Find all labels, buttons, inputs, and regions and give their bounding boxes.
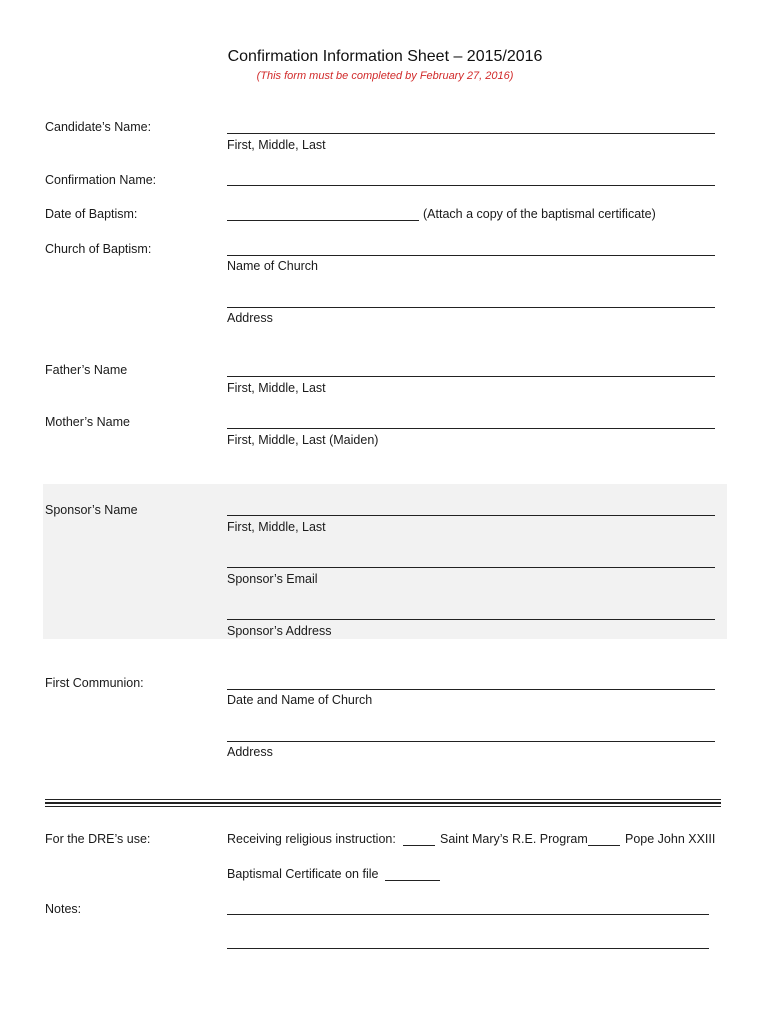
notes-line[interactable] [227, 914, 709, 915]
sponsor-name-caption: First, Middle, Last [227, 520, 326, 534]
father-name-caption: First, Middle, Last [227, 381, 326, 395]
baptism-certificate-note: (Attach a copy of the baptismal certificate) [423, 207, 656, 221]
baptism-date-label: Date of Baptism: [45, 207, 138, 221]
pope-john-checkline[interactable] [588, 845, 620, 846]
baptism-date-field[interactable] [227, 220, 419, 221]
saint-marys-option: Saint Mary’s R.E. Program [440, 832, 588, 846]
father-name-field[interactable] [227, 376, 715, 377]
section-divider [45, 802, 721, 804]
first-communion-address-caption: Address [227, 745, 273, 759]
sponsor-address-caption: Sponsor’s Address [227, 624, 332, 638]
page-title: Confirmation Information Sheet – 2015/2016 [227, 48, 543, 65]
pope-john-option: Pope John XXIII [625, 832, 716, 846]
first-communion-address-field[interactable] [227, 741, 715, 742]
baptism-church-label: Church of Baptism: [45, 242, 152, 256]
sponsor-name-field[interactable] [227, 515, 715, 516]
mother-name-field[interactable] [227, 428, 715, 429]
section-divider [45, 799, 721, 800]
section-divider [45, 806, 721, 807]
baptism-church-caption: Name of Church [227, 259, 319, 273]
candidate-name-caption: First, Middle, Last [227, 138, 326, 152]
sponsor-name-label: Sponsor’s Name [45, 503, 138, 517]
baptismal-certificate-label: Baptismal Certificate on file [227, 867, 379, 881]
mother-name-label: Mother’s Name [45, 415, 130, 429]
baptism-church-address-caption: Address [227, 311, 273, 325]
confirmation-name-field[interactable] [227, 185, 715, 186]
notes-label: Notes: [45, 902, 82, 916]
sponsor-email-field[interactable] [227, 567, 715, 568]
baptism-church-field[interactable] [227, 255, 715, 256]
sponsor-address-field[interactable] [227, 619, 715, 620]
sponsor-section [43, 484, 727, 639]
deadline-note: (This form must be completed by February 27, 2016) [256, 70, 514, 82]
candidate-name-field[interactable] [227, 133, 715, 134]
father-name-label: Father’s Name [45, 363, 128, 377]
first-communion-caption: Date and Name of Church [227, 693, 373, 707]
first-communion-field[interactable] [227, 689, 715, 690]
religious-instruction-label: Receiving religious instruction: [227, 832, 396, 846]
mother-name-caption: First, Middle, Last (Maiden) [227, 433, 379, 447]
baptismal-certificate-checkline[interactable] [385, 880, 440, 881]
notes-line[interactable] [227, 948, 709, 949]
confirmation-name-label: Confirmation Name: [45, 173, 157, 187]
dre-use-label: For the DRE’s use: [45, 832, 151, 846]
sponsor-email-caption: Sponsor’s Email [227, 572, 318, 586]
first-communion-label: First Communion: [45, 676, 144, 690]
candidate-name-label: Candidate’s Name: [45, 120, 152, 134]
baptism-church-address-field[interactable] [227, 307, 715, 308]
saint-marys-checkline[interactable] [403, 845, 435, 846]
